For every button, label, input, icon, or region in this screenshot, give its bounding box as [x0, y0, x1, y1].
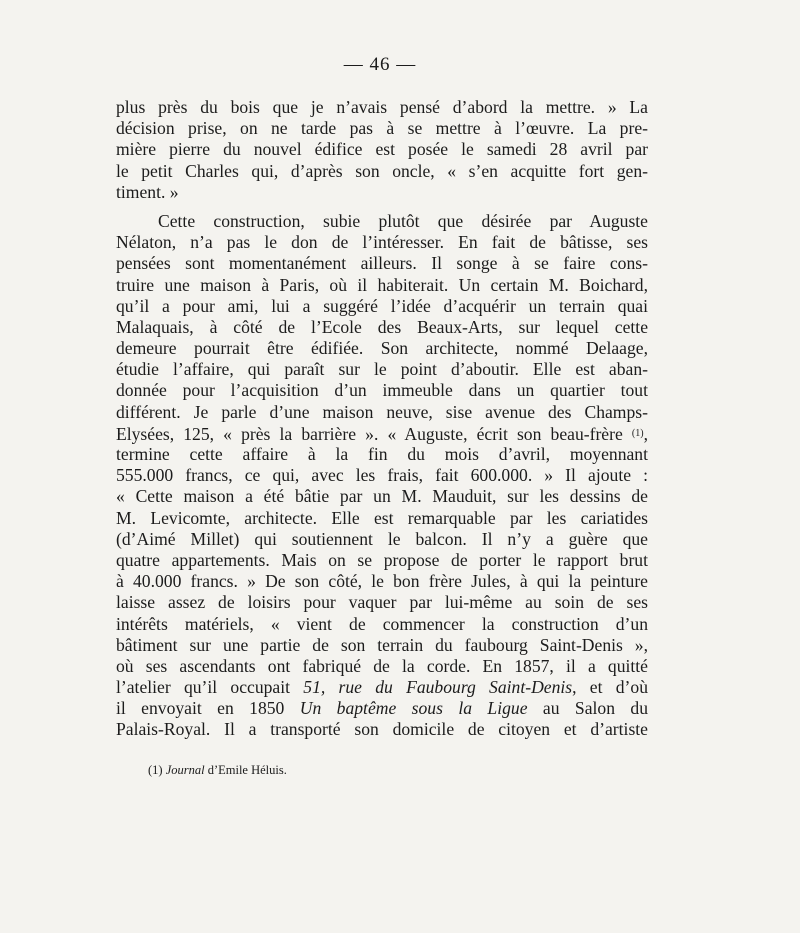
text-line: termine cette affaire à la fin du mois d’avril, moyennant	[116, 444, 648, 464]
text-line: différent. Je parle d’une maison neuve, sise avenue des Champs-	[116, 401, 648, 422]
text-line: mière pierre du nouvel édifice est posée le samedi 28 avril par	[116, 139, 648, 160]
text-line-salon: il envoyait en 1850 Un baptême sous la Ligue au Salon du	[116, 698, 648, 719]
paragraph-2	[116, 211, 648, 741]
body-text	[116, 97, 648, 741]
text-line: Cette construction, subie plutôt que désirée par Auguste	[158, 210, 648, 231]
footnote-mark: (1)	[148, 763, 163, 777]
text-line-footnote-ref: Elysées, 125, « près la barrière ». « Auguste, écrit son beau-frère $^{(1)}$,	[116, 423, 648, 444]
text-line: timent. »	[116, 181, 179, 202]
text-line: plus près du bois que je n’avais pensé d’abord la mettre. » La	[116, 97, 648, 117]
text-line: 555.000 francs, ce qui, avec les frais, fait 600.000. » Il ajoute :	[116, 465, 648, 486]
paragraph-2-lines-a	[116, 211, 648, 423]
text-line: qu’il a pour ami, lui a suggéré l’idée d’acquérir un terrain quai	[116, 295, 648, 316]
text-line: laisse assez de loisirs pour vaquer par lui-même au soin de ses	[116, 592, 648, 613]
text-line: Malaquais, à côté de l’Ecole des Beaux-Arts, sur lequel cette	[116, 316, 648, 337]
text-line: donnée pour l’acquisition d’un immeuble dans un quartier tout	[116, 380, 648, 401]
text-line: décision prise, on ne tarde pas à se mettre à l’œuvre. La pre-	[116, 118, 648, 139]
text-line: le petit Charles qui, d’après son oncle, « s’en acquitte fort gen-	[116, 160, 648, 181]
footnote-reference: (1)	[631, 427, 644, 439]
italic-painting-title: Un baptême sous la Ligue	[299, 698, 528, 719]
paragraph-1	[116, 97, 648, 203]
text-line: pensées sont momentanément ailleurs. Il songe à se faire cons-	[116, 253, 648, 274]
footnote-text: d’Emile Héluis.	[207, 763, 287, 777]
page-number: — 46 —	[343, 54, 417, 75]
text-line: bâtiment sur une partie de son terrain du faubourg Saint-Denis »,	[116, 634, 648, 655]
text-line: où ses ascendants ont fabriqué de la corde. En 1857, il a quitté	[116, 655, 648, 676]
text-line: intérêts matériels, « vient de commencer la construction d’un	[116, 613, 648, 634]
text-line: truire une maison à Paris, où il habiterait. Un certain M. Boichard,	[116, 274, 648, 295]
footnote-italic: Journal	[165, 763, 205, 777]
paragraph-gap	[116, 203, 648, 211]
paragraph-2-lines-b	[116, 444, 648, 677]
text-line: demeure pourrait être édifiée. Son architecte, nommé Delaage,	[116, 338, 648, 359]
footnote	[148, 763, 287, 778]
italic-address: 51, rue du Faubourg Saint-Denis	[303, 677, 573, 698]
text-line: M. Levicomte, architecte. Elle est remarquable par les cariatides	[116, 507, 648, 528]
text-line-rue: l’atelier qu’il occupait 51, rue du Faubourg Saint-Denis, et d’où	[116, 677, 648, 698]
text-line: « Cette maison a été bâtie par un M. Mauduit, sur les dessins de	[116, 486, 648, 507]
text-line: à 40.000 francs. » De son côté, le bon frère Jules, à qui la peinture	[116, 571, 648, 592]
text-line: étudie l’affaire, qui paraît sur le point d’aboutir. Elle est aban-	[116, 359, 648, 380]
text-line: (d’Aimé Millet) qui soutiennent le balcon. Il n’y a guère que	[116, 528, 648, 549]
text-line-last: Palais-Royal. Il a transporté son domicile de citoyen et d’artiste	[116, 719, 648, 740]
text-line: Nélaton, n’a pas le don de l’intéresser. En fait de bâtisse, ses	[116, 232, 648, 253]
text-line: quatre appartements. Mais on se propose de porter le rapport brut	[116, 549, 648, 570]
